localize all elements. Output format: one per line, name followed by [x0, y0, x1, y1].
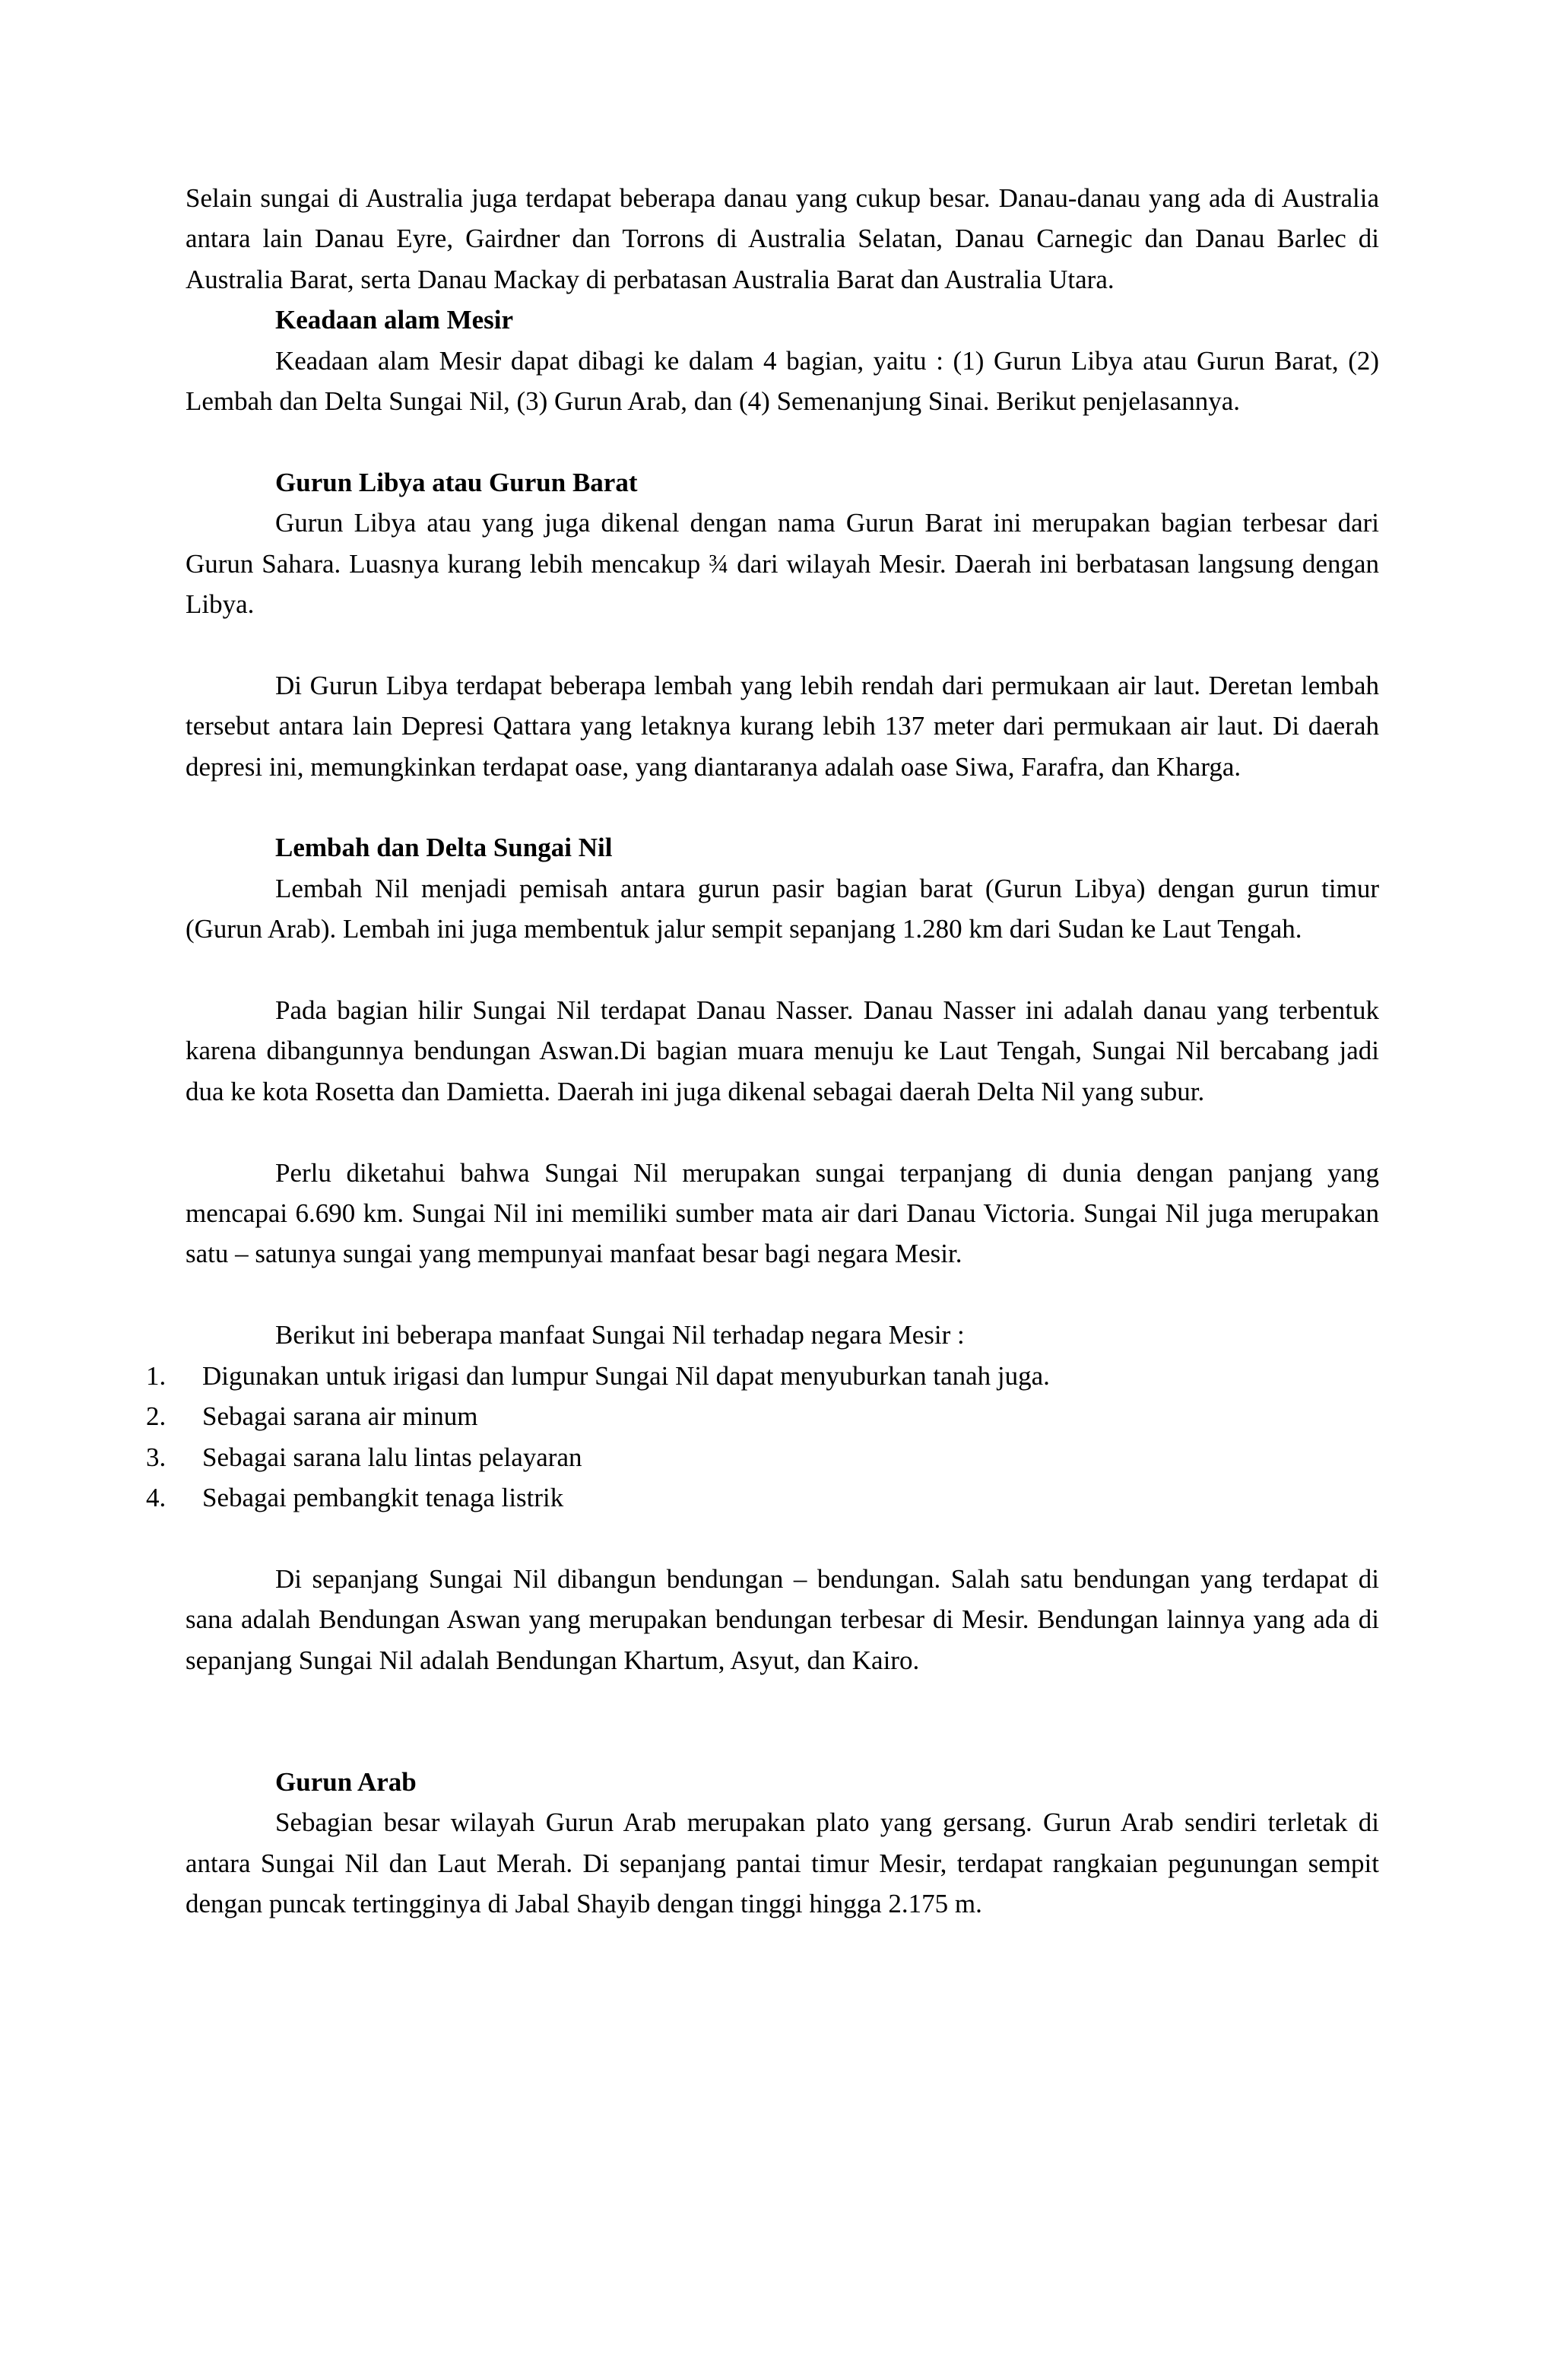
paragraph: Perlu diketahui bahwa Sungai Nil merupakan sungai terpanjang di dunia dengan panjang yang mencapai 6.690 km. Sungai Nil ini memiliki sumber mata air dari Danau Victoria. Sungai Nil juga merupakan satu – satunya sungai yang mempunyai manfaat besar bagi negara Mesir. — [186, 1157, 1379, 1269]
list-number: 1. — [146, 1360, 166, 1391]
list-number: 4. — [146, 1482, 166, 1512]
spacer — [186, 1274, 1379, 1315]
intro-paragraph: Selain sungai di Australia juga terdapat beberapa danau yang cukup besar. Danau-danau yang ada di Australia antara lain Danau Eyre, Gairdner dan Torrons di Australia Selatan, Danau Carnegic dan Danau Barlec di Australia Barat, serta Danau Mackay di perbatasan Australia Barat dan Australia Utara. — [186, 183, 1379, 294]
section-heading-gurun-arab: Gurun Arab — [275, 1766, 417, 1797]
list-item — [146, 1477, 1379, 1518]
list-item-text: Digunakan untuk irigasi dan lumpur Sungai Nil dapat menyuburkan tanah juga. — [202, 1360, 1050, 1391]
list-item-text: Sebagai sarana lalu lintas pelayaran — [202, 1442, 582, 1472]
paragraph: Sebagian besar wilayah Gurun Arab merupakan plato yang gersang. Gurun Arab sendiri terletak di antara Sungai Nil dan Laut Merah. Di sepanjang pantai timur Mesir, terdapat rangkaian pegunungan sempit dengan puncak tertingginya di Jabal Shayib dengan tinggi hingga 2.175 m. — [186, 1807, 1379, 1918]
spacer — [186, 950, 1379, 990]
benefits-list — [146, 1356, 1379, 1518]
list-item-text: Sebagai sarana air minum — [202, 1401, 478, 1432]
list-item — [146, 1356, 1379, 1396]
list-intro: Berikut ini beberapa manfaat Sungai Nil terhadap negara Mesir : — [275, 1320, 965, 1350]
spacer — [186, 1680, 1379, 1762]
spacer — [186, 787, 1379, 827]
paragraph: Lembah Nil menjadi pemisah antara gurun pasir bagian barat (Gurun Libya) dengan gurun timur (Gurun Arab). Lembah ini juga membentuk jalur sempit sepanjang 1.280 km dari Sudan ke Laut Tengah. — [186, 873, 1379, 944]
spacer — [186, 1518, 1379, 1558]
list-number: 3. — [146, 1442, 166, 1472]
list-item — [146, 1437, 1379, 1477]
section-heading-keadaan-alam-mesir: Keadaan alam Mesir — [275, 305, 514, 335]
spacer — [186, 624, 1379, 665]
document-body — [146, 178, 1379, 1924]
list-item — [146, 1396, 1379, 1436]
spacer — [186, 1112, 1379, 1152]
paragraph: Keadaan alam Mesir dapat dibagi ke dalam 4 bagian, yaitu : (1) Gurun Libya atau Gurun Barat, (2) Lembah dan Delta Sungai Nil, (3) Gurun Arab, dan (4) Semenanjung Sinai. Berikut penjelasannya. — [186, 345, 1379, 417]
list-number: 2. — [146, 1401, 166, 1432]
paragraph: Gurun Libya atau yang juga dikenal dengan nama Gurun Barat ini merupakan bagian terbesar dari Gurun Sahara. Luasnya kurang lebih mencakup ¾ dari wilayah Mesir. Daerah ini berbatasan langsung dengan Libya. — [186, 508, 1379, 620]
paragraph: Di Gurun Libya terdapat beberapa lembah yang lebih rendah dari permukaan air laut. Deretan lembah tersebut antara lain Depresi Qattara yang letaknya kurang lebih 137 meter dari permukaan air laut. Di daerah depresi ini, memungkinkan terdapat oase, yang diantaranya adalah oase Siwa, Farafra, dan Kharga. — [186, 670, 1379, 782]
paragraph: Pada bagian hilir Sungai Nil terdapat Danau Nasser. Danau Nasser ini adalah danau yang terbentuk karena dibangunnya bendungan Aswan.Di bagian muara menuju ke Laut Tengah, Sungai Nil bercabang jadi dua ke kota Rosetta dan Damietta. Daerah ini juga dikenal sebagai daerah Delta Nil yang subur. — [186, 995, 1379, 1106]
list-item-text: Sebagai pembangkit tenaga listrik — [202, 1482, 564, 1512]
section-heading-gurun-libya: Gurun Libya atau Gurun Barat — [275, 467, 638, 497]
spacer — [186, 421, 1379, 462]
section-heading-lembah-delta-nil: Lembah dan Delta Sungai Nil — [275, 833, 613, 863]
paragraph: Di sepanjang Sungai Nil dibangun bendungan – bendungan. Salah satu bendungan yang terdapat di sana adalah Bendungan Aswan yang merupakan bendungan terbesar di Mesir. Bendungan lainnya yang ada di sepanjang Sungai Nil adalah Bendungan Khartum, Asyut, dan Kairo. — [186, 1563, 1379, 1675]
